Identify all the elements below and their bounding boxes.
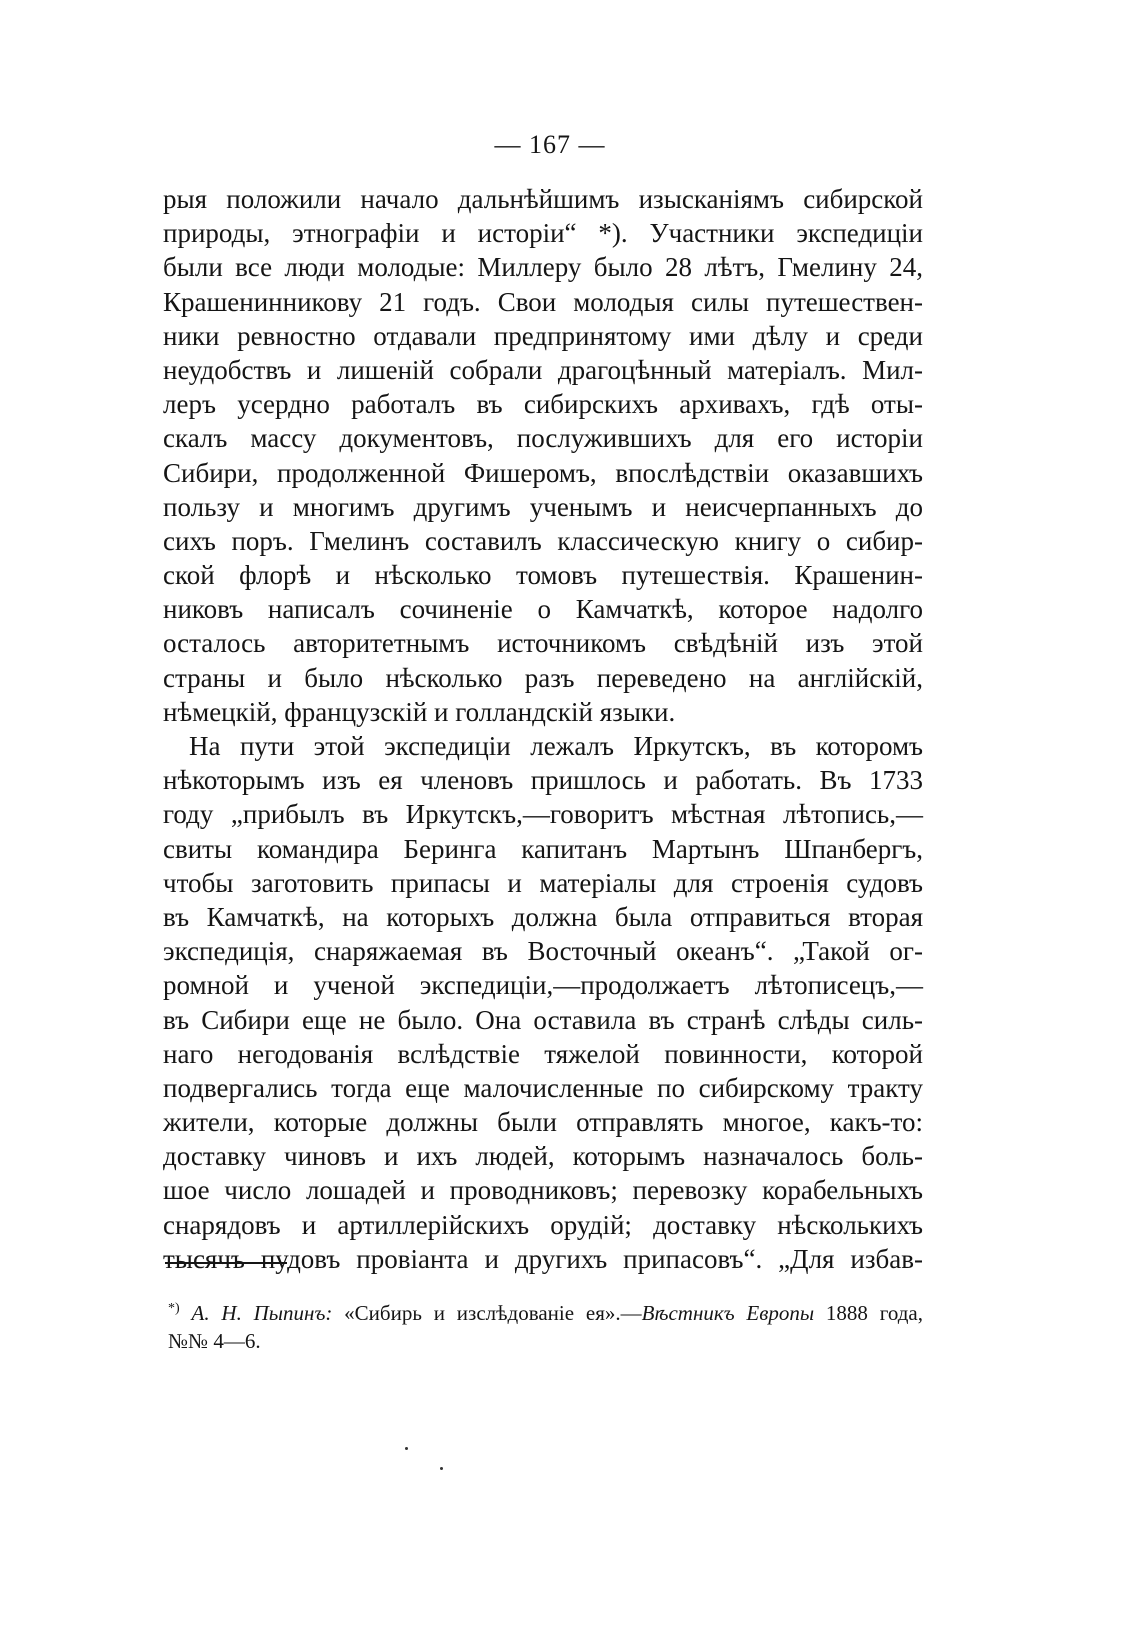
- footnote-author: А. Н. Пыпинъ:: [191, 1301, 333, 1325]
- text-line: снарядовъ и артиллерійскихъ орудій; доставку нѣсколькихъ: [163, 1209, 923, 1240]
- text-line: нѣмецкій, французскій и голландскій языки.: [163, 696, 676, 727]
- footnote-line: [168, 1293, 923, 1325]
- text-line: шое число лошадей и проводниковъ; перевозку корабельныхъ: [163, 1175, 923, 1206]
- text-line: природы, этнографіи и исторіи“ *). Участники экспедиціи: [163, 218, 923, 249]
- text-line: осталось авторитетнымъ источникомъ свѣдѣній изъ этой: [163, 628, 923, 659]
- footnote-journal: Вѣстникъ Европы: [641, 1301, 815, 1325]
- text-line: жители, которые должны были отправлять многое, какъ-то:: [163, 1107, 923, 1138]
- text-line: свиты командира Беринга капитанъ Мартынъ Шпанбергъ,: [163, 833, 923, 864]
- text-line: въ Сибири еще не было. Она оставила въ странѣ слѣды силь-: [163, 1004, 923, 1035]
- text-line: въ Камчаткѣ, на которыхъ должна была отправиться вторая: [163, 901, 923, 932]
- text-line: пользу и многимъ другимъ ученымъ и неисчерпанныхъ до: [163, 491, 923, 522]
- text-line: страны и было нѣсколько разъ переведено на англійскій,: [163, 662, 923, 693]
- text-line: леръ усердно работалъ въ сибирскихъ архивахъ, гдѣ оты-: [163, 389, 923, 420]
- footnote-line: [168, 1325, 923, 1357]
- text-line: были все люди молодые: Миллеру было 28 лѣтъ, Гмелину 24,: [163, 252, 923, 283]
- text-line: наго негодованія вслѣдствіе тяжелой повинности, которой: [163, 1038, 923, 1069]
- footnote-issue: №№ 4—6.: [168, 1329, 261, 1353]
- page-number: — 167 —: [494, 130, 606, 159]
- text-line: чтобы заготовить припасы и матеріалы для строенія судовъ: [163, 867, 923, 898]
- body-text: [163, 182, 923, 1276]
- text-line: Крашенинникову 21 годъ. Свои молодыя силы путешествен-: [163, 286, 923, 317]
- text-line: ромной и ученой экспедиціи,—продолжаетъ лѣтописецъ,—: [163, 970, 923, 1001]
- footnote: [168, 1293, 923, 1357]
- text-line: тысячъ пудовъ провіанта и другихъ припасовъ“. „Для избав-: [163, 1243, 923, 1274]
- text-line: подвергались тогда еще малочисленные по сибирскому тракту: [163, 1072, 923, 1103]
- text-line: Сибири, продолженной Фишеромъ, впослѣдствіи оказавшихъ: [163, 457, 923, 488]
- text-line: скалъ массу документовъ, послужившихъ для его исторіи: [163, 423, 923, 454]
- paragraph-start-line: На пути этой экспедиціи лежалъ Иркутскъ, въ которомъ: [189, 731, 923, 761]
- footnote-marker: *): [168, 1301, 180, 1316]
- scan-speck: [440, 1467, 443, 1470]
- text-line: сихъ поръ. Гмелинъ составилъ классическую книгу о сибир-: [163, 525, 923, 556]
- text-line: году „прибылъ въ Иркутскъ,—говоритъ мѣстная лѣтопись,—: [163, 799, 923, 830]
- footnote-separator: [165, 1262, 287, 1264]
- text-line: рыя положили начало дальнѣйшимъ изысканіямъ сибирской: [163, 184, 923, 214]
- text-line: никовъ написалъ сочиненіе о Камчаткѣ, которое надолго: [163, 594, 923, 625]
- text-line: экспедиція, снаряжаемая въ Восточный океанъ“. „Такой ог-: [163, 936, 923, 967]
- text-line: ники ревностно отдавали предпринятому ими дѣлу и среди: [163, 320, 923, 351]
- text-line: доставку чиновъ и ихъ людей, которымъ назначалось боль-: [163, 1141, 923, 1172]
- footnote-year: 1888 года,: [825, 1301, 923, 1325]
- text-line: неудобствъ и лишеній собрали драгоцѣнный матеріалъ. Мил-: [163, 354, 923, 385]
- text-line: ской флорѣ и нѣсколько томовъ путешествія. Крашенин-: [163, 560, 923, 591]
- scan-speck: [405, 1447, 408, 1450]
- footnote-title: «Сибирь и изслѣдованіе ея».—: [344, 1301, 642, 1325]
- text-line: нѣкоторымъ изъ ея членовъ пришлось и работать. Въ 1733: [163, 765, 923, 796]
